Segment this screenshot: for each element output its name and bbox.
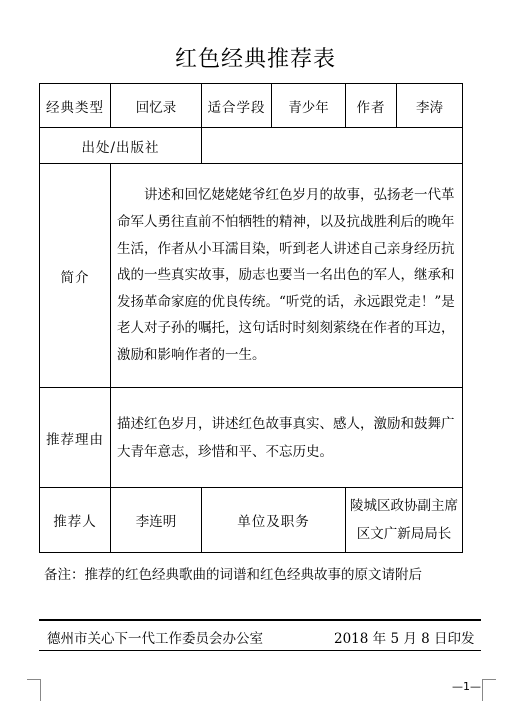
page-number: —1— xyxy=(452,680,481,693)
unit-label: 单位及职务 xyxy=(202,488,346,553)
author-value: 李涛 xyxy=(397,84,463,128)
table-row-source xyxy=(40,128,463,164)
table-row-basic-info xyxy=(40,84,463,128)
table-row-intro xyxy=(40,164,463,388)
form-title: 红色经典推荐表 xyxy=(174,47,336,72)
crop-mark-right xyxy=(482,679,496,701)
intro-content xyxy=(111,164,463,388)
unit-line-1: 陵城区政协副主席 xyxy=(350,498,458,514)
stage-value: 青少年 xyxy=(272,84,346,128)
footer-rule-bottom xyxy=(39,650,481,651)
source-label: 出处/出版社 xyxy=(40,128,202,164)
table-row-recommender xyxy=(40,488,463,553)
footer-rule-top xyxy=(39,619,481,621)
intro-text: 讲述和回忆姥姥姥爷红色岁月的故事，弘扬老一代革命军人勇往直前不怕牺牲的精神，以及抗战胜利后的晚年生活，作者从小耳濡目染，听到老人讲述自己亲身经历抗战的一些真实故事，励志也要当一名出色的军人，继承和发扬革命家庭的优良传统。“听党的话，永远跟党走！”是老人对子孙的嘱托，这句话时时刻刻萦绕在作者的耳边，激励和影响作者的一生。 xyxy=(117,187,455,363)
type-label: 经典类型 xyxy=(40,84,111,128)
intro-label: 简介 xyxy=(40,164,111,388)
note-text: 备注：推荐的红色经典歌曲的词谱和红色经典故事的原文请附后 xyxy=(44,567,422,583)
recommender-label: 推荐人 xyxy=(40,488,111,553)
type-value: 回忆录 xyxy=(111,84,202,128)
unit-value xyxy=(346,488,463,553)
recommendation-table xyxy=(39,83,463,553)
footer-date: 2018 年 5 月 8 日印发 xyxy=(334,631,475,647)
unit-line-2: 区文广新局局长 xyxy=(356,526,452,542)
recommender-name: 李连明 xyxy=(111,488,202,553)
author-label: 作者 xyxy=(346,84,397,128)
table-row-reason xyxy=(40,388,463,488)
reason-text: 描述红色岁月，讲述红色故事真实、感人，激励和鼓舞广大青年意志，珍惜和平、不忘历史。 xyxy=(111,388,463,488)
crop-mark-left xyxy=(27,679,41,701)
source-value xyxy=(202,128,463,164)
stage-label: 适合学段 xyxy=(202,84,272,128)
footer-org: 德州市关心下一代工作委员会办公室 xyxy=(47,631,263,647)
reason-label: 推荐理由 xyxy=(40,388,111,488)
